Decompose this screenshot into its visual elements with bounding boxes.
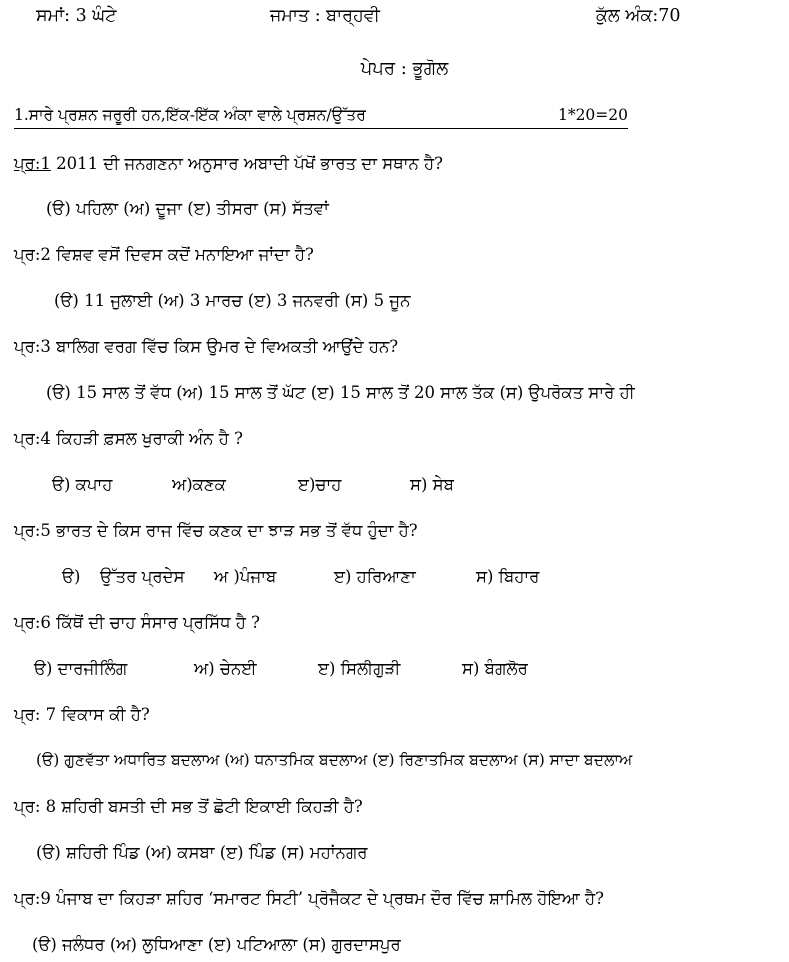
question-text: 2011 ਦੀ ਜਨਗਣਨਾ ਅਨੁਸਾਰ ਅਬਾਦੀ ਪੱਖੋਂ ਭਾਰਤ ਦਾ ਸਥਾਨ ਹੈ? bbox=[50, 154, 443, 173]
question-7 bbox=[14, 705, 150, 725]
option-a: ੳ) ਕਪਾਹ bbox=[52, 475, 113, 494]
question-number: ਪ੍ਰ: bbox=[14, 797, 41, 816]
question-number: ਪ੍ਰ:6 bbox=[14, 613, 51, 632]
paper-title: ਪੇਪਰ : ਭੂਗੋਲ bbox=[360, 58, 449, 79]
question-5 bbox=[14, 521, 418, 541]
question-number: ਪ੍ਰ:4 bbox=[14, 429, 51, 448]
option-d: ਸ) ਬੰਗਲੋਰ bbox=[462, 659, 528, 678]
question-text: ਬਾਲਿਗ ਵਰਗ ਵਿੱਚ ਕਿਸ ਉਮਰ ਦੇ ਵਿਅਕਤੀ ਆਉਂਦੇ ਹਨ? bbox=[50, 337, 399, 356]
instruction-text: 1.ਸਾਰੇ ਪ੍ਰਸ਼ਨ ਜਰੂਰੀ ਹਨ,ਇੱਕ-ਇੱਕ ਅੰਕਾ ਵਾਲੇ ਪ੍ਰਸ਼ਨ/ਉੱਤਰ bbox=[14, 106, 366, 124]
question-text: ਭਾਰਤ ਦੇ ਕਿਸ ਰਾਜ ਵਿੱਚ ਕਣਕ ਦਾ ਝਾੜ ਸਭ ਤੋਂ ਵੱਧ ਹੁੰਦਾ ਹੈ? bbox=[50, 521, 418, 540]
class-label: ਜਮਾਤ : ਬਾਰ੍ਹਵੀ bbox=[270, 6, 380, 26]
section-instruction bbox=[14, 106, 628, 129]
question-number: ਪ੍ਰ:5 bbox=[14, 521, 51, 540]
question-1 bbox=[14, 154, 443, 174]
total-marks: ਕੁੱਲ ਅੰਕ:70 bbox=[596, 6, 681, 26]
question-3-options: (ੳ) 15 ਸਾਲ ਤੋਂ ਵੱਧ (ਅ) 15 ਸਾਲ ਤੋਂ ਘੱਟ (ੲ) 15 ਸਾਲ ਤੋਂ 20 ਸਾਲ ਤੱਕ (ਸ) ਉਪਰੋਕਤ ਸਾਰੇ ਹੀ bbox=[46, 383, 635, 402]
option-a: ਉੱਤਰ ਪ੍ਰਦੇਸ bbox=[100, 567, 185, 586]
question-text: ਕਿਹੜੀ ਫ਼ਸਲ ਖੁਰਾਕੀ ਅੰਨ ਹੈ ? bbox=[50, 429, 243, 448]
question-text: 8 ਸ਼ਹਿਰੀ ਬਸਤੀ ਦੀ ਸਭ ਤੋਂ ਛੋਟੀ ਇਕਾਈ ਕਿਹੜੀ ਹੈ? bbox=[40, 797, 363, 816]
time-allowed: ਸਮਾਂ: 3 ਘੰਟੇ bbox=[36, 6, 117, 26]
option-c: ੲ) ਸਿਲੀਗੁੜੀ bbox=[318, 659, 401, 678]
question-1-options: (ੳ) ਪਹਿਲਾ (ਅ) ਦੂਜਾ (ੲ) ਤੀਸਰਾ (ਸ) ਸੱਤਵਾਂ bbox=[46, 199, 329, 218]
question-text: ਕਿੱਥੋਂ ਦੀ ਚਾਹ ਸੰਸਾਰ ਪ੍ਰਸਿੱਧ ਹੈ ? bbox=[50, 613, 261, 632]
question-number: ਪ੍ਰ:9 bbox=[14, 889, 51, 908]
question-9 bbox=[14, 889, 604, 909]
option-b: ਅ) ਚੇਨਈ bbox=[194, 659, 257, 678]
question-2 bbox=[14, 245, 314, 265]
question-4-options bbox=[0, 475, 789, 499]
question-2-options: (ੳ) 11 ਜੁਲਾਈ (ਅ) 3 ਮਾਰਚ (ੲ) 3 ਜਨਵਰੀ (ਸ) 5 ਜੂਨ bbox=[54, 291, 411, 310]
paper-header bbox=[0, 6, 789, 32]
question-number: ਪ੍ਰ:3 bbox=[14, 337, 51, 356]
question-4 bbox=[14, 429, 243, 449]
option-b: ਅ)ਕਣਕ bbox=[172, 475, 226, 494]
question-number: ਪ੍ਰ: bbox=[14, 705, 41, 724]
question-7-options: (ੳ) ਗੁਣਵੱਤਾ ਅਧਾਰਿਤ ਬਦਲਾਅ (ਅ) ਧਨਾਤਮਿਕ ਬਦਲਾਅ (ੲ) ਰਿਣਾਤਮਿਕ ਬਦਲਾਅ (ਸ) ਸਾਦਾ ਬਦਲਾਅ bbox=[36, 751, 633, 769]
option-b: ਅ )ਪੰਜਾਬ bbox=[214, 567, 277, 586]
question-8 bbox=[14, 797, 363, 817]
option-d: ਸ) ਬਿਹਾਰ bbox=[476, 567, 540, 586]
question-3 bbox=[14, 337, 398, 357]
question-6-options bbox=[0, 659, 789, 683]
question-text: ਪੰਜਾਬ ਦਾ ਕਿਹੜਾ ਸ਼ਹਿਰ ‘ਸਮਾਰਟ ਸਿਟੀ’ ਪ੍ਰੋਜੈਕਟ ਦੇ ਪ੍ਰਥਮ ਦੌਰ ਵਿੱਚ ਸ਼ਾਮਿਲ ਹੋਇਆ ਹੈ? bbox=[50, 889, 604, 908]
question-9-options: (ੳ) ਜਲੰਧਰ (ਅ) ਲੁਧਿਆਣਾ (ੲ) ਪਟਿਆਲਾ (ਸ) ਗੁਰਦਾਸਪੁਰ bbox=[32, 935, 401, 954]
option-a: ੳ) ਦਾਰਜੀਲਿੰਗ bbox=[34, 659, 128, 678]
question-6 bbox=[14, 613, 260, 633]
option-a-marker: ੳ) bbox=[62, 567, 81, 586]
question-number: ਪ੍ਰ:2 bbox=[14, 245, 51, 264]
option-d: ਸ) ਸੇਬ bbox=[410, 475, 454, 494]
question-8-options: (ੳ) ਸ਼ਹਿਰੀ ਪਿੰਡ (ਅ) ਕਸਬਾ (ੲ) ਪਿੰਡ (ਸ) ਮਹਾਂਨਗਰ bbox=[36, 843, 368, 862]
option-c: ੲ)ਚਾਹ bbox=[298, 475, 342, 494]
question-text: 7 ਵਿਕਾਸ ਕੀ ਹੈ? bbox=[40, 705, 150, 724]
question-text: ਵਿਸ਼ਵ ਵਸੋਂ ਦਿਵਸ ਕਦੋਂ ਮਨਾਇਆ ਜਾਂਦਾ ਹੈ? bbox=[50, 245, 314, 264]
option-c: ੲ) ਹਰਿਆਣਾ bbox=[334, 567, 416, 586]
question-number: ਪ੍ਰ:1 bbox=[14, 154, 51, 173]
question-5-options bbox=[0, 567, 789, 591]
section-marks: 1*20=20 bbox=[557, 106, 628, 124]
